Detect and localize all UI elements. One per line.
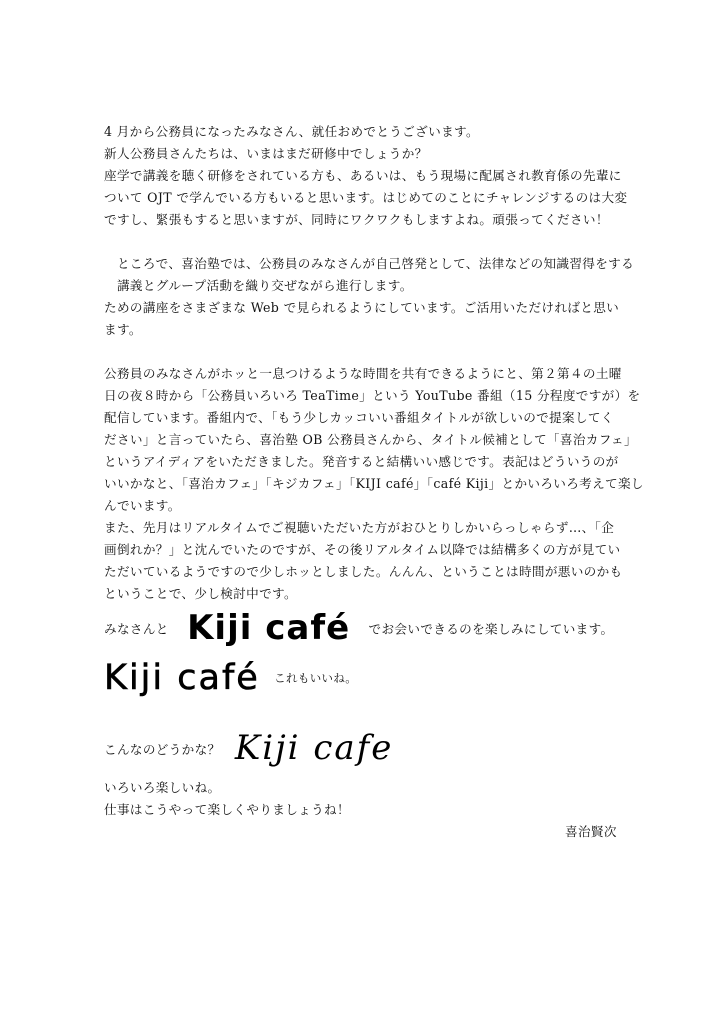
text-line: いろいろ楽しいね。 [104, 780, 221, 795]
text-line: ださい」と言っていたら、喜治塾 OB 公務員さんから、タイトル候補として「喜治カフェ」 [104, 432, 637, 447]
kiji-cafe-logo-bold: Kiji café [187, 608, 351, 648]
text-line: 新人公務員さんたちは、いまはまだ研修中でしょうか？ [104, 146, 428, 161]
text-line: ための講座をさまざまな Web で見られるようにしています。ご活用いただければと思い [104, 300, 620, 315]
text-line: んでいます。 [104, 498, 181, 513]
logo-line-before-text: みなさんと [104, 621, 169, 637]
text-line: ところで、喜治塾では、公務員のみなさんが自己啓発として、法律などの知識習得をする [104, 256, 635, 271]
text-line: ということで、少し検討中です。 [104, 586, 297, 601]
text-line: また、先月はリアルタイムでご視聴いただいた方がおひとりしかいらっしゃらず…、「企 [104, 520, 615, 535]
kiji-cafe-logo-round: Kiji café [104, 658, 260, 698]
text-line: 講義とグループ活動を織り交ぜながら進行します。 [104, 278, 413, 293]
text-line: 座学で講義を聴く研修をされている方も、あるいは、もう現場に配属され教育係の先輩に [104, 168, 622, 183]
text-line: 4 月から公務員になったみなさん、就任おめでとうございます。 [104, 124, 479, 139]
text-line: いいかなと、「喜治カフェ」「キジカフェ」「KIJI café」「café Kiji」とかいろいろ考えて楽し [104, 476, 644, 491]
logo-line-bold [104, 608, 613, 648]
text-line: 仕事はこうやって楽しくやりましょうね！ [104, 802, 350, 817]
text-line: 日の夜８時から「公務員いろいろ TeaTime」という YouTube 番組（15 分程度ですが）を [104, 388, 641, 403]
logo-line-before-text: こんなのどうかな？ [104, 741, 221, 757]
text-line: ます。 [104, 322, 142, 337]
text-line: ただいているようですので少しホッとしました。んんん、ということは時間が悪いのかも [104, 564, 623, 579]
text-line: ついて OJT で学んでいる方もいると思います。はじめてのことにチャレンジするのは大変 [104, 190, 628, 205]
text-line: ですし、緊張もすると思いますが、同時にワクワクもしますよね。頑張ってください！ [104, 212, 609, 227]
text-line: 公務員のみなさんがホッと一息つけるような時間を共有できるようにと、第２第４の土曜 [104, 366, 622, 381]
logo-line-after-text: でお会いできるのを楽しみにしています。 [368, 621, 614, 637]
text-line: というアイディアをいただきました。発音すると結構いい感じです。表記はどういうのが [104, 454, 619, 469]
logo-line-round [104, 658, 357, 698]
logo-line-curly [104, 728, 393, 768]
author-signature: 喜治賢次 [565, 824, 617, 839]
text-line: 画倒れか？」と沈んでいたのですが、その後リアルタイム以降では結構多くの方が見てい [104, 542, 621, 557]
kiji-cafe-logo-curly: Kiji cafe [234, 728, 394, 768]
logo-line-after-text: これもいいね。 [274, 671, 358, 685]
text-line: 配信しています。番組内で、「もう少しカッコいい番組タイトルが欲しいので提案してく [104, 410, 614, 425]
